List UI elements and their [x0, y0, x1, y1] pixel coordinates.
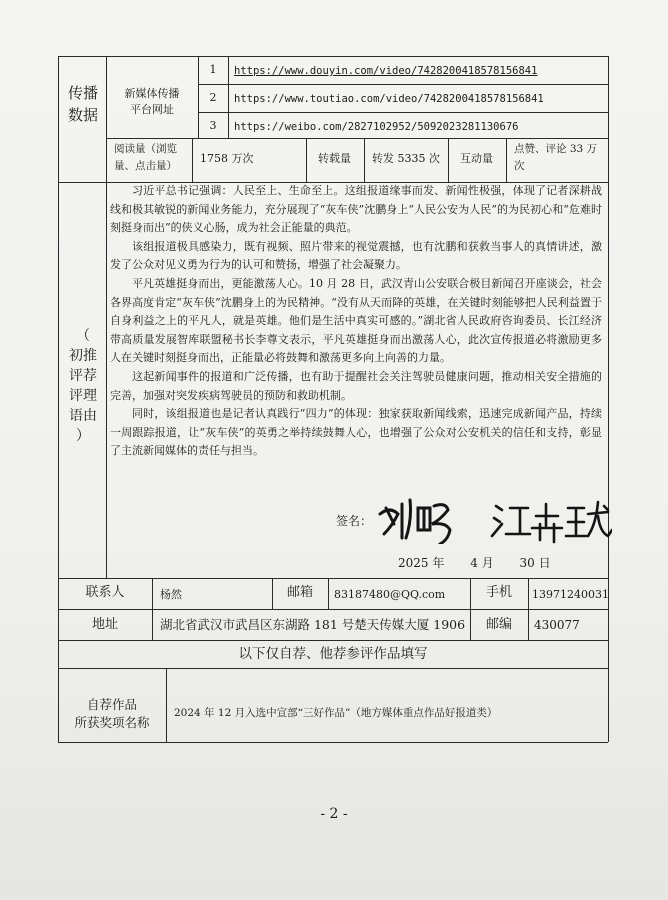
contact-label: 联系人 — [85, 585, 125, 600]
weibo-link[interactable]: https://weibo.com/2827102952/5092023281130676 — [234, 121, 519, 133]
toutiao-link[interactable]: https://www.toutiao.com/video/7428200418578156841 — [234, 93, 544, 105]
review-paragraph: 习近平总书记强调：人民至上、生命至上。这组报道缘事而发、新闻性极强，体现了记者深耕战线和极其敏锐的新闻业务能力，充分展现了“灰车侠”沈鹏身上“人民公安为人民”的为民初心和“危难时刻挺身而出”的侠义心肠，成为社会正能量的典范。 — [110, 184, 602, 235]
url-index: 2 — [209, 91, 217, 104]
douyin-link[interactable]: https://www.douyin.com/video/7428200418578156841 — [234, 65, 538, 77]
platform-url-label: 新媒体传播 平台网址 — [124, 87, 180, 116]
reposts-label: 转载量 — [318, 152, 351, 165]
address-label: 地址 — [91, 617, 118, 632]
email-value: 83187480@QQ.com — [334, 588, 446, 601]
email-label: 邮箱 — [286, 585, 313, 600]
phone-label: 手机 — [485, 585, 512, 600]
award-label: 自荐作品 所获奖项名称 — [74, 697, 150, 730]
signature-date: 2025 年 4 月 30 日 — [398, 556, 551, 570]
signature-label: 签名： — [336, 514, 373, 528]
award-value: 2024 年 12 月入选中宣部“三好作品”（地方媒体重点作品好报道类） — [174, 707, 498, 719]
review-paragraph: 同时，该组报道也是记者认真践行“四力”的体现：独家获取新闻线索，迅速完成新闻产品，持续一周跟踪报道，让“灰车侠”的英勇之举持续鼓舞人心，也增强了公众对公安机关的信任和支持，彰显了主流新闻媒体的责任与担当。 — [110, 407, 602, 458]
url-index: 3 — [209, 119, 217, 132]
spread-data-title: 传播 数据 — [67, 84, 98, 124]
reads-label: 阅读量（浏览 量、点击量） — [114, 143, 177, 172]
reads-value: 1758 万次 — [200, 152, 254, 165]
contact-value: 杨然 — [160, 588, 182, 601]
page-number: - 2 - — [320, 806, 348, 822]
reposts-value: 转发 5335 次 — [372, 152, 440, 165]
url-index: 1 — [209, 63, 217, 76]
review-paragraph: 该组报道极具感染力，既有视频、照片带来的视觉震撼，也有沈鹏和获救当事人的真情讲述，激发了公众对见义勇为行为的认可和赞扬，增强了社会凝聚力。 — [110, 239, 602, 272]
handwritten-signature — [372, 494, 612, 544]
postcode-label: 邮编 — [485, 617, 512, 632]
review-paragraph: 平凡英雄挺身而出，更能激荡人心。10 月 28 日，武汉青山公安联合极目新闻召开座谈会，社会各界高度肯定“灰车侠”沈鹏身上的为民精神。“没有从天而降的英雄，在关键时刻能够把人民利益置于自身利益之上的平凡人，就是英雄。他们是生活中真实可感的。”湖北省人民政府咨询委员、长江经济带高质量发展智库联盟秘书长李尊文表示，平凡英雄挺身而出激荡人心，此次宣传报道必将激励更多人在关键时刻挺身而出，正能量必将鼓舞和激荡更多向上向善的力量。 — [110, 276, 602, 365]
interaction-label: 互动量 — [460, 152, 493, 165]
address-value: 湖北省武汉市武昌区东湖路 181 号楚天传媒大厦 1906 — [160, 617, 466, 632]
review-comments-body — [110, 182, 602, 461]
interaction-value: 点赞、评论 33 万 次 — [514, 143, 598, 172]
review-comments-title: （ 初推 评荐 评理 语由 ） — [69, 328, 97, 444]
review-paragraph: 这起新闻事件的报道和广泛传播，也有助于提醒社会关注驾驶员健康问题，推动相关安全措施的完善，加强对突发疾病驾驶员的预防和救助机制。 — [110, 369, 602, 402]
self-recommend-banner: 以下仅自荐、他荐参评作品填写 — [238, 646, 428, 662]
phone-value: 13971240031 — [532, 588, 609, 601]
postcode-value: 430077 — [534, 618, 580, 632]
